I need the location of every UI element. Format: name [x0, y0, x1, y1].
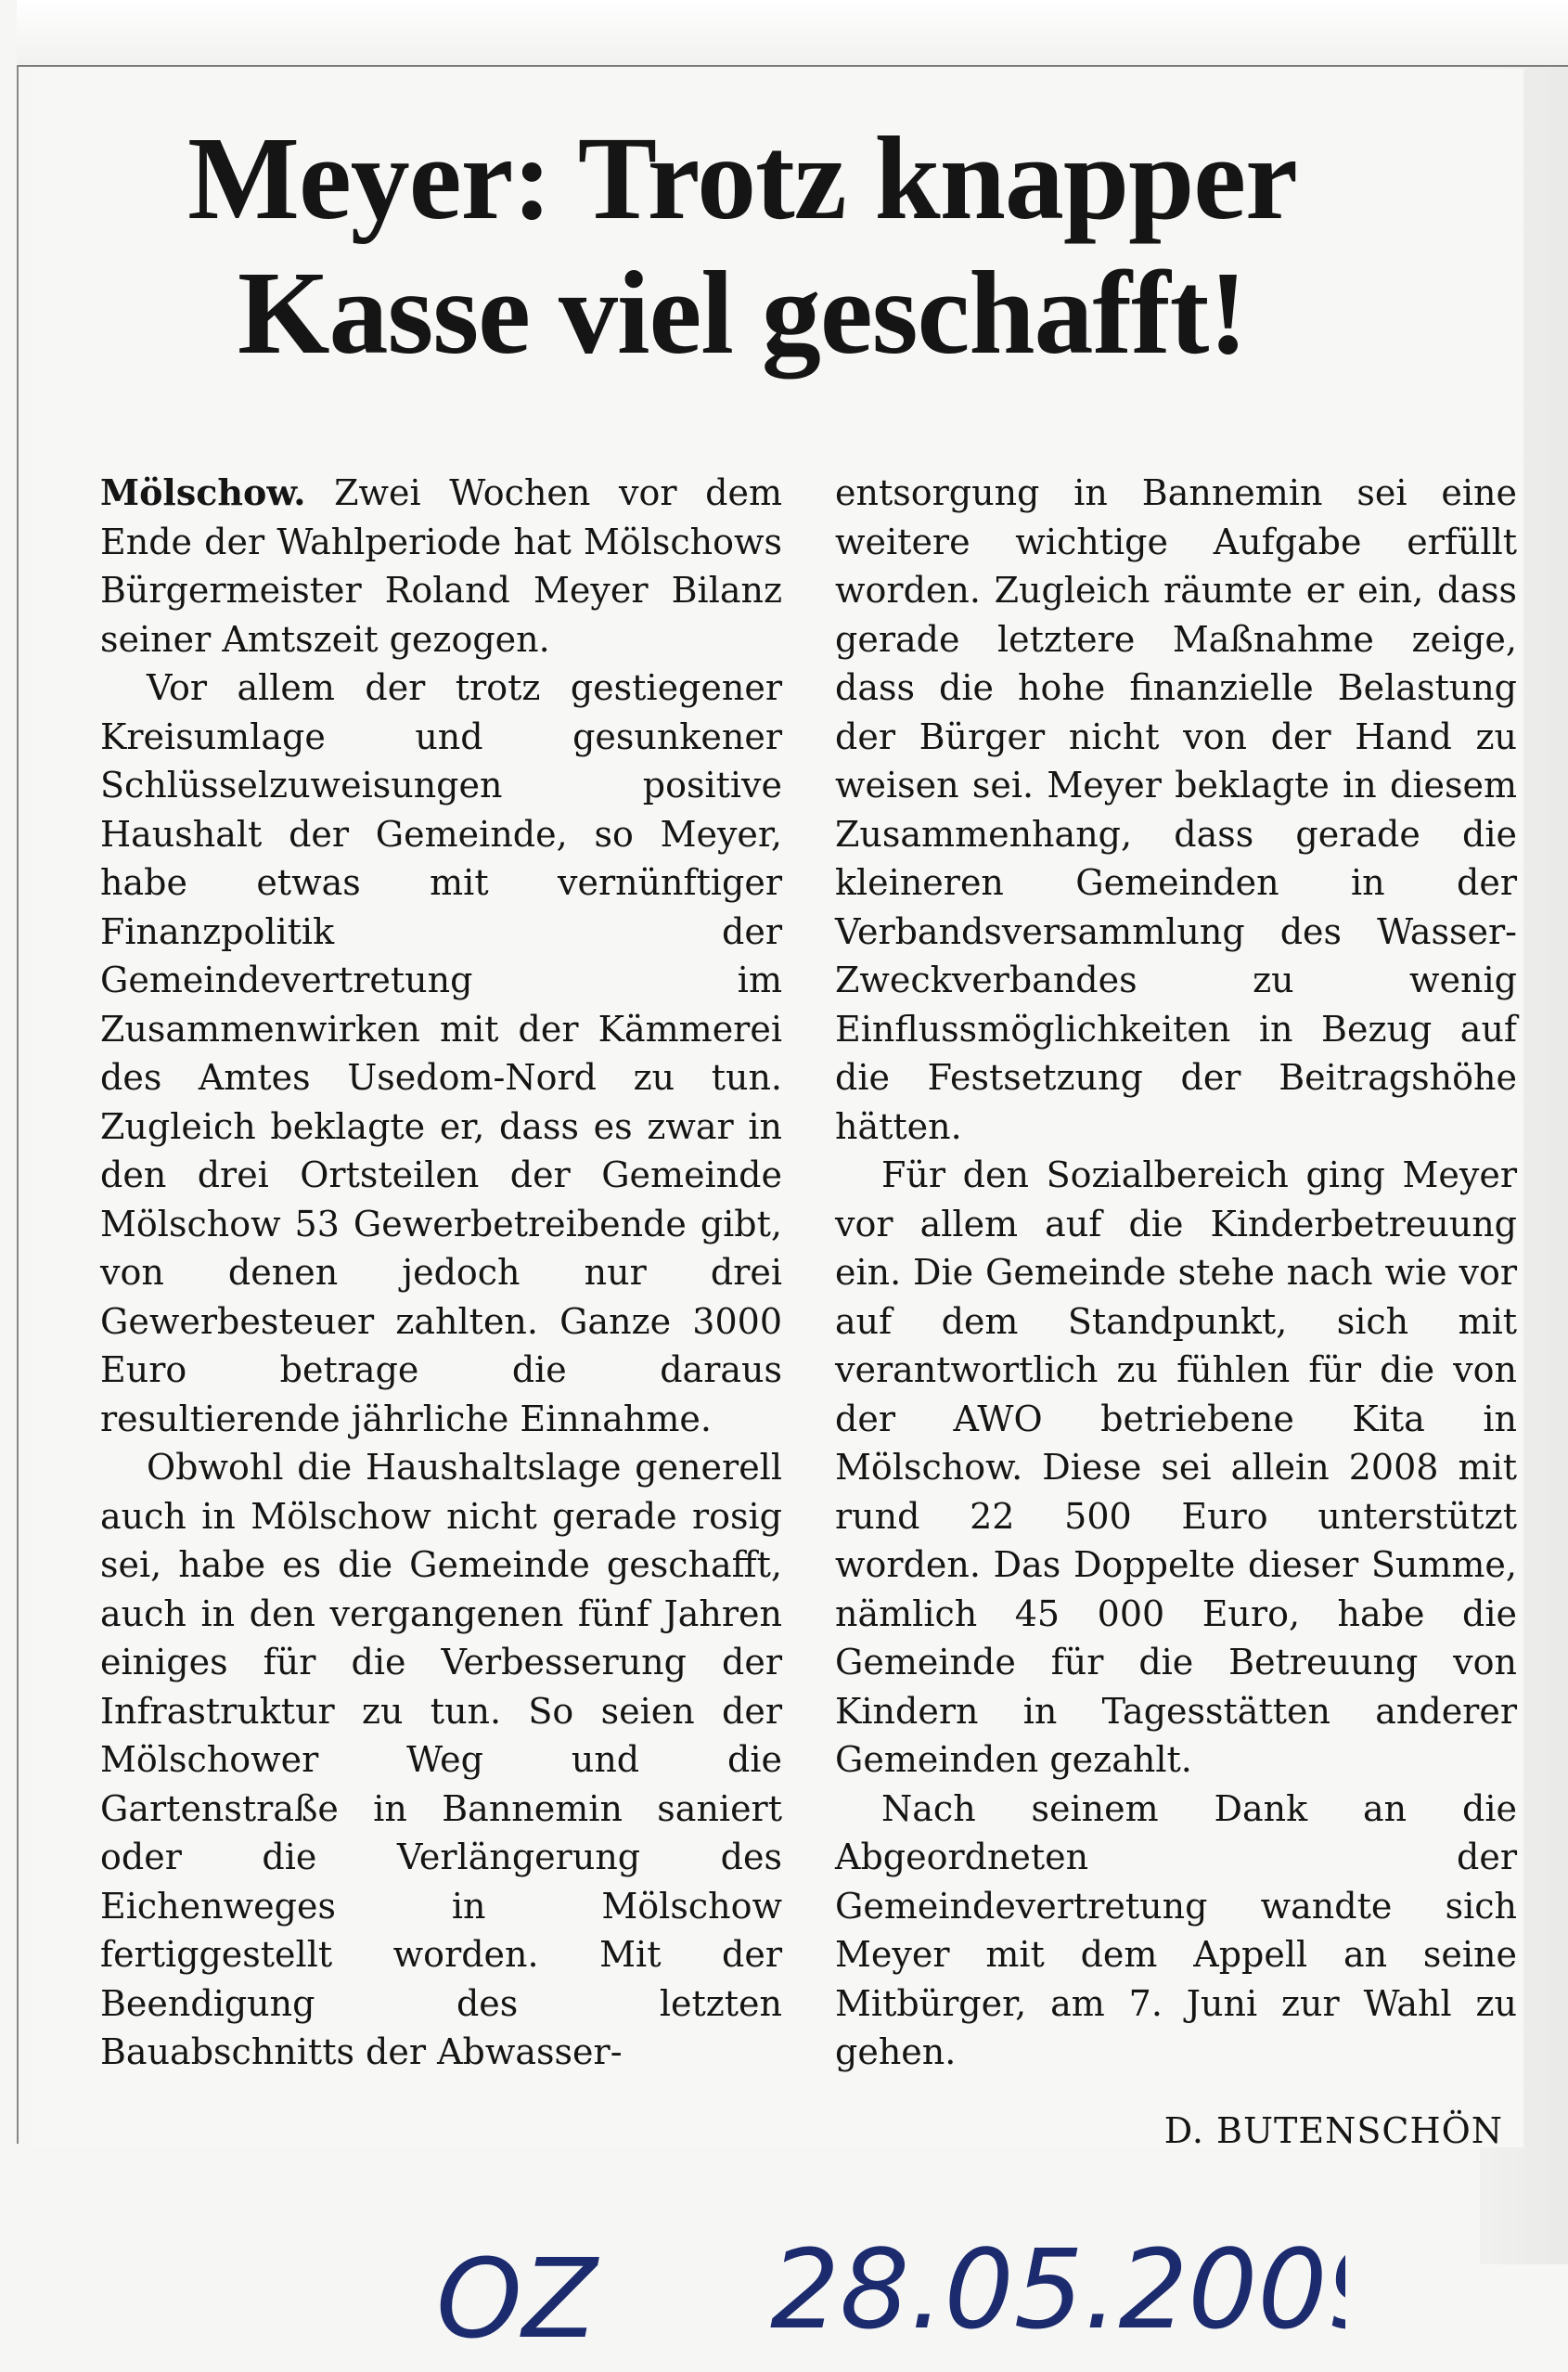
paragraph-5: Nach seinem Dank an die Abgeordneten der Gemeindevertretung wandte sich Meyer mit dem Appell an seine Mitbürger, am 7. Juni zur Wahl zu gehen. — [835, 1787, 1517, 2072]
article-column-left — [100, 469, 782, 2077]
handwritten-date: 28.05.2009 — [770, 2227, 1345, 2353]
handwritten-annotation — [418, 2227, 1345, 2366]
dateline: Mölschow. — [100, 471, 306, 513]
paper-top-edge — [17, 0, 1568, 67]
paragraph-3-start: Obwohl die Haushaltslage generell auch in Mölschow nicht gerade rosig sei, habe es die Gemeinde geschafft, auch in den vergangenen fünf Jahren einiges für die Verbesserung der Infrastruktur zu tun. So seien der Mölschower Weg und die Gartenstraße in Bannemin saniert oder die Verlängerung des Eichenweges in Mölschow fertiggestellt worden. Mit der Beendigung des letzten Bauabschnitts der Abwasser- — [100, 1447, 782, 2072]
paragraph-1: Zwei Wochen vor dem Ende der Wahlperiode hat Mölschows Bürgermeister Roland Meyer Bilanz seiner Amtszeit gezogen. — [100, 472, 782, 660]
headline: Meyer: Trotz knapper Kasse viel geschafft! — [187, 112, 1297, 379]
paragraph-3-part-2 — [835, 469, 1517, 1151]
article-column-right — [835, 469, 1517, 2077]
author-byline: D. BUTENSCHÖN — [1163, 2110, 1503, 2151]
handwritten-source: OZ — [436, 2235, 598, 2363]
paper-left-edge — [17, 65, 30, 2144]
lead-paragraph — [100, 469, 782, 664]
paragraph-2: Vor allem der trotz gestiegener Kreisumlage und gesunkener Schlüsselzuweisungen positive Haushalt der Gemeinde, so Meyer, habe etwas mit vernünftiger Finanzpolitik der Gemeindevertretung im Zusammenwirken mit der Kämmerei des Amtes Usedom-Nord zu tun. Zugleich beklagte er, dass es zwar in den drei Ortsteilen der Gemeinde Mölschow 53 Gewerbetreibende gibt, von denen jedoch nur drei Gewerbesteuer zahlten. Ganze 3000 Euro betrage die daraus resultierende jährliche Einnahme. — [100, 667, 782, 1439]
handwritten-svg — [418, 2227, 1345, 2366]
paragraph-3-part-1 — [100, 1443, 782, 2077]
paragraph-3-end: entsorgung in Bannemin sei eine weitere wichtige Aufgabe erfüllt worden. Zugleich räumte er ein, dass gerade letztere Maßnahme zeige, dass die hohe finanzielle Belastung der Bürger nicht von der Hand zu weisen sei. Meyer beklagte in diesem Zusammenhang, dass gerade die kleineren Gemeinden in der Verbandsversammlung des Wasser-Zweckverbandes zu wenig Einflussmöglichkeiten in Bezug auf die Festsetzung der Beitragshöhe hätten. — [835, 472, 1517, 1147]
paragraph-4: Für den Sozialbereich ging Meyer vor allem auf die Kinderbetreuung ein. Die Gemeinde stehe nach wie vor auf dem Standpunkt, sich mit verantwortlich zu fühlen für die von der AWO betriebene Kita in Mölschow. Diese sei allein 2008 mit rund 22 500 Euro unterstützt worden. Das Doppelte dieser Summe, nämlich 45 000 Euro, habe die Gemeinde für die Betreuung von Kindern in Tagesstätten anderer Gemeinden gezahlt. — [835, 1154, 1517, 1780]
